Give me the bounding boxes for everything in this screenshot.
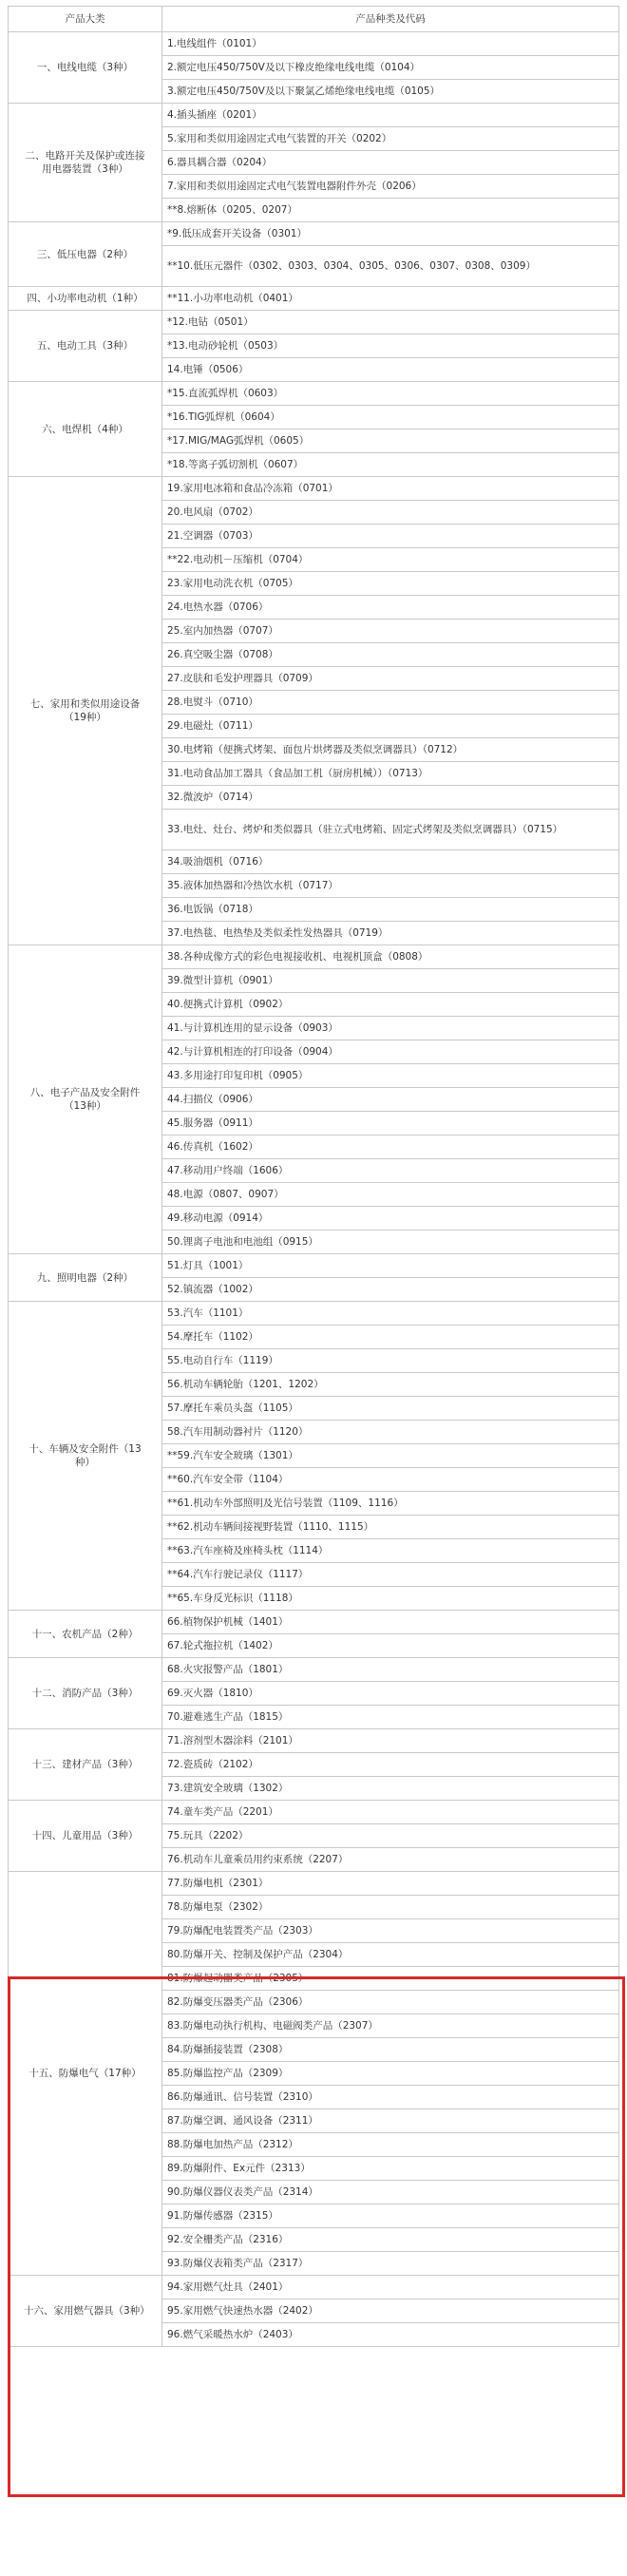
category-cell: 十、车辆及安全附件（13种） [9, 1302, 162, 1611]
category-cell: 十四、儿童用品（3种） [9, 1801, 162, 1872]
header-category: 产品大类 [9, 7, 162, 32]
product-item-cell: 46.传真机（1602） [162, 1135, 619, 1159]
product-item-cell: 89.防爆附件、Ex元件（2313） [162, 2157, 619, 2181]
product-item-cell: 39.微型计算机（0901） [162, 969, 619, 993]
product-item-cell: 4.插头插座（0201） [162, 104, 619, 127]
product-catalog-table [8, 6, 619, 2347]
category-cell: 二、电路开关及保护或连接用电器装置（3种） [9, 104, 162, 222]
product-item-cell: 90.防爆仪器仪表类产品（2314） [162, 2181, 619, 2204]
table-row [9, 1254, 619, 1278]
product-item-cell: *16.TIG弧焊机（0604） [162, 406, 619, 429]
product-item-cell: 73.建筑安全玻璃（1302） [162, 1777, 619, 1801]
product-item-cell: 33.电灶、灶台、烤炉和类似器具（驻立式电烤箱、固定式烤架及类似烹调器具）（0715） [162, 810, 619, 850]
category-cell: 四、小功率电动机（1种） [9, 287, 162, 311]
product-item-cell: 5.家用和类似用途固定式电气装置的开关（0202） [162, 127, 619, 151]
product-item-cell: 20.电风扇（0702） [162, 501, 619, 525]
product-item-cell: 84.防爆插接装置（2308） [162, 2038, 619, 2062]
product-item-cell: 83.防爆电动执行机构、电磁阀类产品（2307） [162, 2014, 619, 2038]
product-item-cell: 77.防爆电机（2301） [162, 1872, 619, 1896]
product-item-cell: 86.防爆通讯、信号装置（2310） [162, 2086, 619, 2109]
product-item-cell: 58.汽车用制动器衬片（1120） [162, 1421, 619, 1444]
category-cell: 九、照明电器（2种） [9, 1254, 162, 1302]
product-item-cell: 25.室内加热器（0707） [162, 620, 619, 643]
header-products: 产品种类及代码 [162, 7, 619, 32]
product-item-cell: *13.电动砂轮机（0503） [162, 334, 619, 358]
product-item-cell: **22.电动机－压缩机（0704） [162, 548, 619, 572]
product-item-cell: *18.等离子弧切割机（0607） [162, 453, 619, 477]
product-item-cell: 87.防爆空调、通风设备（2311） [162, 2109, 619, 2133]
product-item-cell: **60.汽车安全带（1104） [162, 1468, 619, 1492]
product-item-cell: 67.轮式拖拉机（1402） [162, 1634, 619, 1658]
product-item-cell: 76.机动车儿童乘员用约束系统（2207） [162, 1848, 619, 1872]
product-item-cell: 6.器具耦合器（0204） [162, 151, 619, 175]
product-item-cell: **10.低压元器件（0302、0303、0304、0305、0306、0307、0308、0309） [162, 246, 619, 287]
product-item-cell: 32.微波炉（0714） [162, 786, 619, 810]
table-row [9, 1872, 619, 1896]
product-item-cell: 93.防爆仪表箱类产品（2317） [162, 2252, 619, 2276]
product-item-cell: 28.电熨斗（0710） [162, 691, 619, 715]
product-item-cell: 26.真空吸尘器（0708） [162, 643, 619, 667]
product-item-cell: 81.防爆起动器类产品（2305） [162, 1967, 619, 1991]
product-item-cell: 68.火灾报警产品（1801） [162, 1658, 619, 1682]
product-item-cell: 55.电动自行车（1119） [162, 1349, 619, 1373]
product-item-cell: 54.摩托车（1102） [162, 1326, 619, 1349]
product-item-cell: **62.机动车辆间接视野装置（1110、1115） [162, 1516, 619, 1539]
table-header-row [9, 7, 619, 32]
product-item-cell: **8.熔断体（0205、0207） [162, 199, 619, 222]
product-item-cell: 44.扫描仪（0906） [162, 1088, 619, 1112]
table-row [9, 945, 619, 969]
product-item-cell: 82.防爆变压器类产品（2306） [162, 1991, 619, 2014]
category-cell: 五、电动工具（3种） [9, 311, 162, 382]
product-item-cell: 7.家用和类似用途固定式电气装置电器附件外壳（0206） [162, 175, 619, 199]
product-item-cell: 34.吸油烟机（0716） [162, 850, 619, 874]
product-item-cell: 51.灯具（1001） [162, 1254, 619, 1278]
product-item-cell: *12.电钻（0501） [162, 311, 619, 334]
product-item-cell: 1.电线组件（0101） [162, 32, 619, 56]
product-item-cell: 94.家用燃气灶具（2401） [162, 2276, 619, 2299]
table-row [9, 1729, 619, 1753]
product-item-cell: 92.安全栅类产品（2316） [162, 2228, 619, 2252]
table-row [9, 287, 619, 311]
product-item-cell: **59.汽车安全玻璃（1301） [162, 1444, 619, 1468]
product-item-cell: 23.家用电动洗衣机（0705） [162, 572, 619, 596]
product-item-cell: **63.汽车座椅及座椅头枕（1114） [162, 1539, 619, 1563]
product-item-cell: 95.家用燃气快速热水器（2402） [162, 2299, 619, 2323]
product-item-cell: 78.防爆电泵（2302） [162, 1896, 619, 1919]
category-cell: 六、电焊机（4种） [9, 382, 162, 477]
product-item-cell: 29.电磁灶（0711） [162, 715, 619, 738]
category-cell: 十五、防爆电气（17种） [9, 1872, 162, 2276]
product-item-cell: 37.电热毯、电热垫及类似柔性发热器具（0719） [162, 922, 619, 945]
product-item-cell: *17.MIG/MAG弧焊机（0605） [162, 429, 619, 453]
product-item-cell: 30.电烤箱（便携式烤架、面包片烘烤器及类似烹调器具）（0712） [162, 738, 619, 762]
table-row [9, 1658, 619, 1682]
product-item-cell: 21.空调器（0703） [162, 525, 619, 548]
product-item-cell: 52.镇流器（1002） [162, 1278, 619, 1302]
product-item-cell: 85.防爆监控产品（2309） [162, 2062, 619, 2086]
product-item-cell: 88.防爆电加热产品（2312） [162, 2133, 619, 2157]
product-item-cell: 45.服务器（0911） [162, 1112, 619, 1135]
category-cell: 八、电子产品及安全附件（13种） [9, 945, 162, 1254]
product-item-cell: 40.便携式计算机（0902） [162, 993, 619, 1017]
product-item-cell: 43.多用途打印复印机（0905） [162, 1064, 619, 1088]
product-item-cell: 56.机动车辆轮胎（1201、1202） [162, 1373, 619, 1397]
table-row [9, 222, 619, 246]
table-row [9, 1611, 619, 1634]
product-item-cell: **64.汽车行驶记录仪（1117） [162, 1563, 619, 1587]
category-cell: 七、家用和类似用途设备（19种） [9, 477, 162, 945]
table-row [9, 477, 619, 501]
table-row [9, 2276, 619, 2299]
category-cell: 十一、农机产品（2种） [9, 1611, 162, 1658]
product-item-cell: 96.燃气采暖热水炉（2403） [162, 2323, 619, 2347]
product-item-cell: 71.溶剂型木器涂料（2101） [162, 1729, 619, 1753]
product-item-cell: 38.各种成像方式的彩色电视接收机、电视机顶盒（0808） [162, 945, 619, 969]
product-item-cell: 80.防爆开关、控制及保护产品（2304） [162, 1943, 619, 1967]
table-row [9, 104, 619, 127]
product-item-cell: 48.电源（0807、0907） [162, 1183, 619, 1207]
product-item-cell: 66.植物保护机械（1401） [162, 1611, 619, 1634]
product-item-cell: 50.锂离子电池和电池组（0915） [162, 1231, 619, 1254]
product-item-cell: 36.电饭锅（0718） [162, 898, 619, 922]
product-item-cell: 74.童车类产品（2201） [162, 1801, 619, 1824]
product-item-cell: 3.额定电压450/750V及以下聚氯乙烯绝缘电线电缆（0105） [162, 80, 619, 104]
product-item-cell: 57.摩托车乘员头盔（1105） [162, 1397, 619, 1421]
product-item-cell: 42.与计算机相连的打印设备（0904） [162, 1040, 619, 1064]
product-item-cell: *15.直流弧焊机（0603） [162, 382, 619, 406]
product-item-cell: 14.电锤（0506） [162, 358, 619, 382]
category-cell: 十三、建材产品（3种） [9, 1729, 162, 1801]
category-cell: 一、电线电缆（3种） [9, 32, 162, 104]
product-item-cell: 41.与计算机连用的显示设备（0903） [162, 1017, 619, 1040]
product-item-cell: 27.皮肤和毛发护理器具（0709） [162, 667, 619, 691]
table-row [9, 1302, 619, 1326]
product-item-cell: **65.车身反光标识（1118） [162, 1587, 619, 1611]
product-item-cell: 19.家用电冰箱和食品冷冻箱（0701） [162, 477, 619, 501]
product-item-cell: 47.移动用户终端（1606） [162, 1159, 619, 1183]
category-cell: 三、低压电器（2种） [9, 222, 162, 287]
table-row [9, 1801, 619, 1824]
product-item-cell: 49.移动电源（0914） [162, 1207, 619, 1231]
product-item-cell: 2.额定电压450/750V及以下橡皮绝缘电线电缆（0104） [162, 56, 619, 80]
product-item-cell: 53.汽车（1101） [162, 1302, 619, 1326]
product-item-cell: **11.小功率电动机（0401） [162, 287, 619, 311]
product-item-cell: 91.防爆传感器（2315） [162, 2204, 619, 2228]
product-item-cell: *9.低压成套开关设备（0301） [162, 222, 619, 246]
table-row [9, 382, 619, 406]
table-row [9, 311, 619, 334]
table-row [9, 32, 619, 56]
product-item-cell: **61.机动车外部照明及光信号装置（1109、1116） [162, 1492, 619, 1516]
product-item-cell: 72.瓷质砖（2102） [162, 1753, 619, 1777]
product-item-cell: 31.电动食品加工器具（食品加工机（厨房机械））（0713） [162, 762, 619, 786]
product-item-cell: 75.玩具（2202） [162, 1824, 619, 1848]
product-item-cell: 79.防爆配电装置类产品（2303） [162, 1919, 619, 1943]
product-item-cell: 24.电热水器（0706） [162, 596, 619, 620]
product-item-cell: 69.灭火器（1810） [162, 1682, 619, 1706]
category-cell: 十二、消防产品（3种） [9, 1658, 162, 1729]
product-item-cell: 35.液体加热器和冷热饮水机（0717） [162, 874, 619, 898]
product-item-cell: 70.避难逃生产品（1815） [162, 1706, 619, 1729]
category-cell: 十六、家用燃气器具（3种） [9, 2276, 162, 2347]
